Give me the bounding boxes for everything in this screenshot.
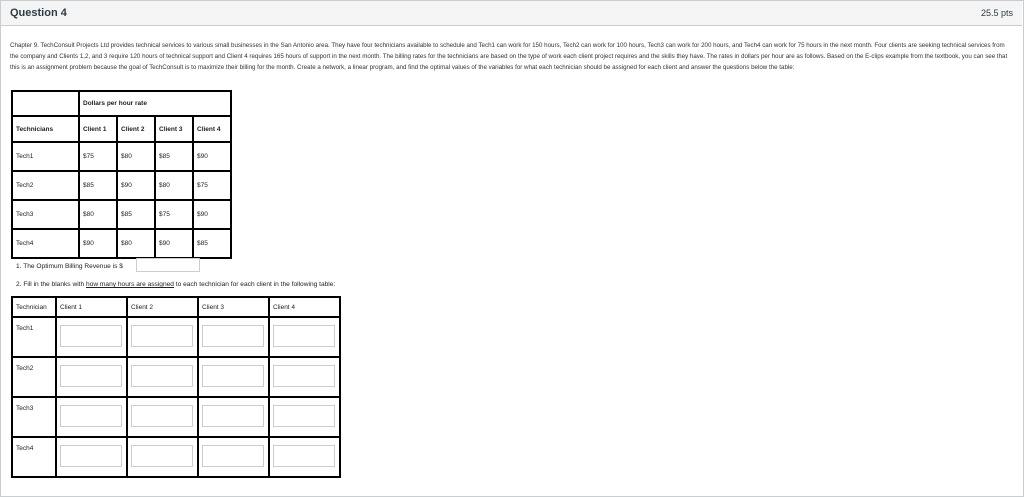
rates-col-client-4: Client 4 — [193, 116, 231, 142]
hours-input-tech4-client2[interactable] — [131, 445, 193, 467]
hours-row-header: Technician — [12, 297, 56, 317]
rates-col-client-3: Client 3 — [155, 116, 193, 142]
hours-input-tech4-client1[interactable] — [60, 445, 122, 467]
rates-table — [11, 90, 232, 259]
rate-cell: $90 — [117, 171, 155, 200]
rate-cell: $90 — [79, 229, 117, 258]
rate-cell: $85 — [193, 229, 231, 258]
question-2 — [16, 281, 335, 288]
rates-tech-label: Tech2 — [12, 171, 79, 200]
rate-cell: $80 — [79, 200, 117, 229]
rate-cell: $90 — [155, 229, 193, 258]
table-row — [12, 317, 340, 357]
rate-cell: $75 — [193, 171, 231, 200]
rate-cell: $90 — [193, 142, 231, 171]
question-title: Question 4 — [10, 7, 67, 19]
hours-tech-label: Tech2 — [16, 365, 34, 372]
hours-col-client-1: Client 1 — [56, 297, 127, 317]
rates-col-client-2: Client 2 — [117, 116, 155, 142]
hours-input-tech2-client3[interactable] — [202, 365, 264, 387]
rate-cell: $85 — [117, 200, 155, 229]
question-2-prefix: 2. Fill in the blanks with — [16, 281, 86, 288]
rate-cell: $75 — [155, 200, 193, 229]
hours-input-tech3-client2[interactable] — [131, 405, 193, 427]
hours-col-client-3: Client 3 — [198, 297, 269, 317]
rates-tech-label: Tech4 — [12, 229, 79, 258]
billing-revenue-input[interactable] — [136, 258, 200, 272]
table-row — [12, 357, 340, 397]
rates-col-client-1: Client 1 — [79, 116, 117, 142]
rate-cell: $80 — [117, 142, 155, 171]
rates-row-header: Technicians — [12, 116, 79, 142]
hours-input-tech1-client2[interactable] — [131, 325, 193, 347]
hours-input-tech3-client4[interactable] — [273, 405, 335, 427]
hours-input-tech2-client2[interactable] — [131, 365, 193, 387]
question-1-label: 1. The Optimum Billing Revenue is $ — [16, 263, 123, 270]
table-row — [12, 437, 340, 477]
hours-input-tech3-client3[interactable] — [202, 405, 264, 427]
hours-input-tech3-client1[interactable] — [60, 405, 122, 427]
hours-input-tech1-client1[interactable] — [60, 325, 122, 347]
question-2-emphasis: how many hours are assigned — [86, 281, 174, 288]
table-row — [12, 171, 231, 200]
rate-cell: $85 — [79, 171, 117, 200]
rates-tech-label: Tech1 — [12, 142, 79, 171]
rate-cell: $90 — [193, 200, 231, 229]
question-text: Chapter 9. TechConsult Projects Ltd provides technical services to various small businesses in the San Antonio area. They have four technicians available to schedule and Tech1 can work for 150 hours, Tech2 can work for 100 hours, Tech3 can work for 200 hours, and Tech4 can work for 75 hours in the next month. Four clients are seeking technical services from the company and Clients 1,2, and 3 require 120 hours of technical support and Client 4 requires 165 hours of support in the next month. The billing rates for the technicians are based on the type of work each client project requires and the skills they have. The rates in dollars per hour are as follows. Based on the E-clips example from the textbook, you can see that this is an assignment problem because the goal of TechConsult is to maximize their billing for the month. Create a network, a linear program, and find the optimal values of the variables for what each technician should be assigned for each client and answer the questions below the table: — [10, 42, 1008, 71]
hours-col-client-2: Client 2 — [127, 297, 198, 317]
hours-tech-label: Tech3 — [16, 405, 34, 412]
hours-input-tech2-client4[interactable] — [273, 365, 335, 387]
hours-col-client-4: Client 4 — [269, 297, 340, 317]
hours-input-tech4-client4[interactable] — [273, 445, 335, 467]
hours-input-tech2-client1[interactable] — [60, 365, 122, 387]
rates-table-title: Dollars per hour rate — [79, 91, 231, 116]
question-points: 25.5 pts — [980, 8, 1013, 18]
hours-input-tech4-client3[interactable] — [202, 445, 264, 467]
rates-corner-cell — [12, 91, 79, 116]
rates-tech-label: Tech3 — [12, 200, 79, 229]
table-row — [12, 397, 340, 437]
rate-cell: $80 — [117, 229, 155, 258]
question-header — [1, 1, 1022, 26]
rate-cell: $80 — [155, 171, 193, 200]
hours-input-tech1-client3[interactable] — [202, 325, 264, 347]
hours-tech-label: Tech4 — [16, 445, 34, 452]
hours-tech-label: Tech1 — [16, 325, 34, 332]
table-row — [12, 229, 231, 258]
question-1 — [16, 263, 123, 270]
question-2-suffix: to each technician for each client in the following table: — [173, 281, 336, 288]
table-row — [12, 200, 231, 229]
rate-cell: $75 — [79, 142, 117, 171]
table-row — [12, 142, 231, 171]
hours-table — [11, 296, 341, 478]
hours-input-tech1-client4[interactable] — [273, 325, 335, 347]
rate-cell: $85 — [155, 142, 193, 171]
